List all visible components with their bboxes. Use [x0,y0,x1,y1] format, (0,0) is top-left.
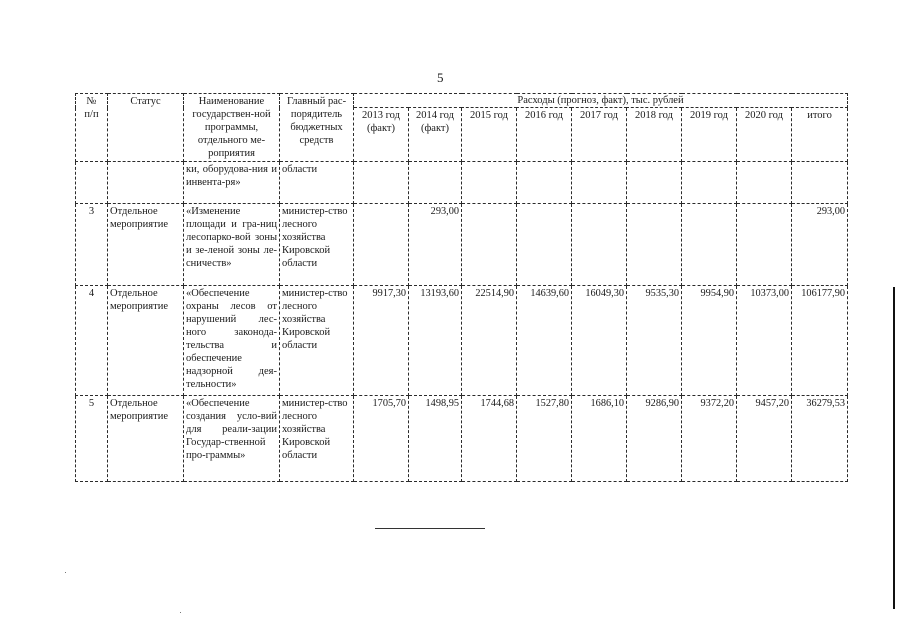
row-budget-manager: министер-ство лесного хозяйства Кировской области [280,396,354,482]
row-value [627,204,682,286]
header-expenses: Расходы (прогноз, факт), тыс. рублей [354,94,848,108]
table-row [76,396,848,482]
row-value: 9286,90 [627,396,682,482]
row-value [517,162,572,204]
row-program-name: «Обеспечение создания усло-вий для реали-зации Государ-ственной про-граммы» [184,396,280,482]
row-value: 1744,68 [462,396,517,482]
row-value [682,204,737,286]
row-status: Отдельное мероприятие [108,286,184,396]
row-value: 16049,30 [572,286,627,396]
row-value [627,162,682,204]
row-value: 1705,70 [354,396,409,482]
row-value [682,162,737,204]
row-value: 9917,30 [354,286,409,396]
row-value: 1686,10 [572,396,627,482]
row-number: 5 [76,396,108,482]
row-total [792,162,848,204]
row-budget-manager: области [280,162,354,204]
table-row [76,204,848,286]
row-value: 13193,60 [409,286,462,396]
row-program-name: «Изменение площади и гра-ниц лесопарко-вой зоны и зе-леной зоны ле-сничеств» [184,204,280,286]
row-program-name: ки, оборудова-ния и инвента-ря» [184,162,280,204]
header-year: 2018 год [627,108,682,162]
row-value: 1498,95 [409,396,462,482]
header-year: 2013 год (факт) [354,108,409,162]
row-status: Отдельное мероприятие [108,396,184,482]
header-year: 2016 год [517,108,572,162]
row-value: 293,00 [409,204,462,286]
row-value: 1527,80 [517,396,572,482]
row-value [737,204,792,286]
header-total: итого [792,108,848,162]
row-value [462,162,517,204]
row-number: 4 [76,286,108,396]
header-year: 2020 год [737,108,792,162]
row-number [76,162,108,204]
row-value [462,204,517,286]
row-value: 9954,90 [682,286,737,396]
header-year: 2014 год (факт) [409,108,462,162]
header-row-top [76,94,848,108]
footer-rule [375,528,485,529]
row-total: 36279,53 [792,396,848,482]
row-budget-manager: министер-ство лесного хозяйства Кировской области [280,286,354,396]
row-value [517,204,572,286]
row-value [354,204,409,286]
scan-speck [65,572,66,573]
row-value: 9457,20 [737,396,792,482]
row-value [572,204,627,286]
row-value [354,162,409,204]
header-year: 2017 год [572,108,627,162]
scan-speck [553,160,554,161]
row-value: 10373,00 [737,286,792,396]
header-number: № п/п [76,94,108,162]
header-year: 2019 год [682,108,737,162]
row-value [737,162,792,204]
row-value: 9535,30 [627,286,682,396]
row-value: 22514,90 [462,286,517,396]
scan-speck [180,612,181,613]
row-total: 293,00 [792,204,848,286]
page-number: 5 [437,70,444,85]
row-value [409,162,462,204]
row-program-name: «Обеспечение охраны лесов от нарушений лес-ного законода-тельства и обеспечение надзорной дея-тельности» [184,286,280,396]
row-value: 14639,60 [517,286,572,396]
row-budget-manager: министер-ство лесного хозяйства Кировской области [280,204,354,286]
row-status [108,162,184,204]
table-row [76,162,848,204]
header-program-name: Наименование государствен-ной программы, отдельного ме-роприятия [184,94,280,162]
budget-table [75,93,848,482]
table-row [76,286,848,396]
row-value: 9372,20 [682,396,737,482]
row-total: 106177,90 [792,286,848,396]
scan-edge-mark [893,287,895,609]
row-value [572,162,627,204]
header-year: 2015 год [462,108,517,162]
row-status: Отдельное мероприятие [108,204,184,286]
header-status: Статус [108,94,184,162]
header-budget-manager: Главный рас-порядитель бюджетных средств [280,94,354,162]
row-number: 3 [76,204,108,286]
